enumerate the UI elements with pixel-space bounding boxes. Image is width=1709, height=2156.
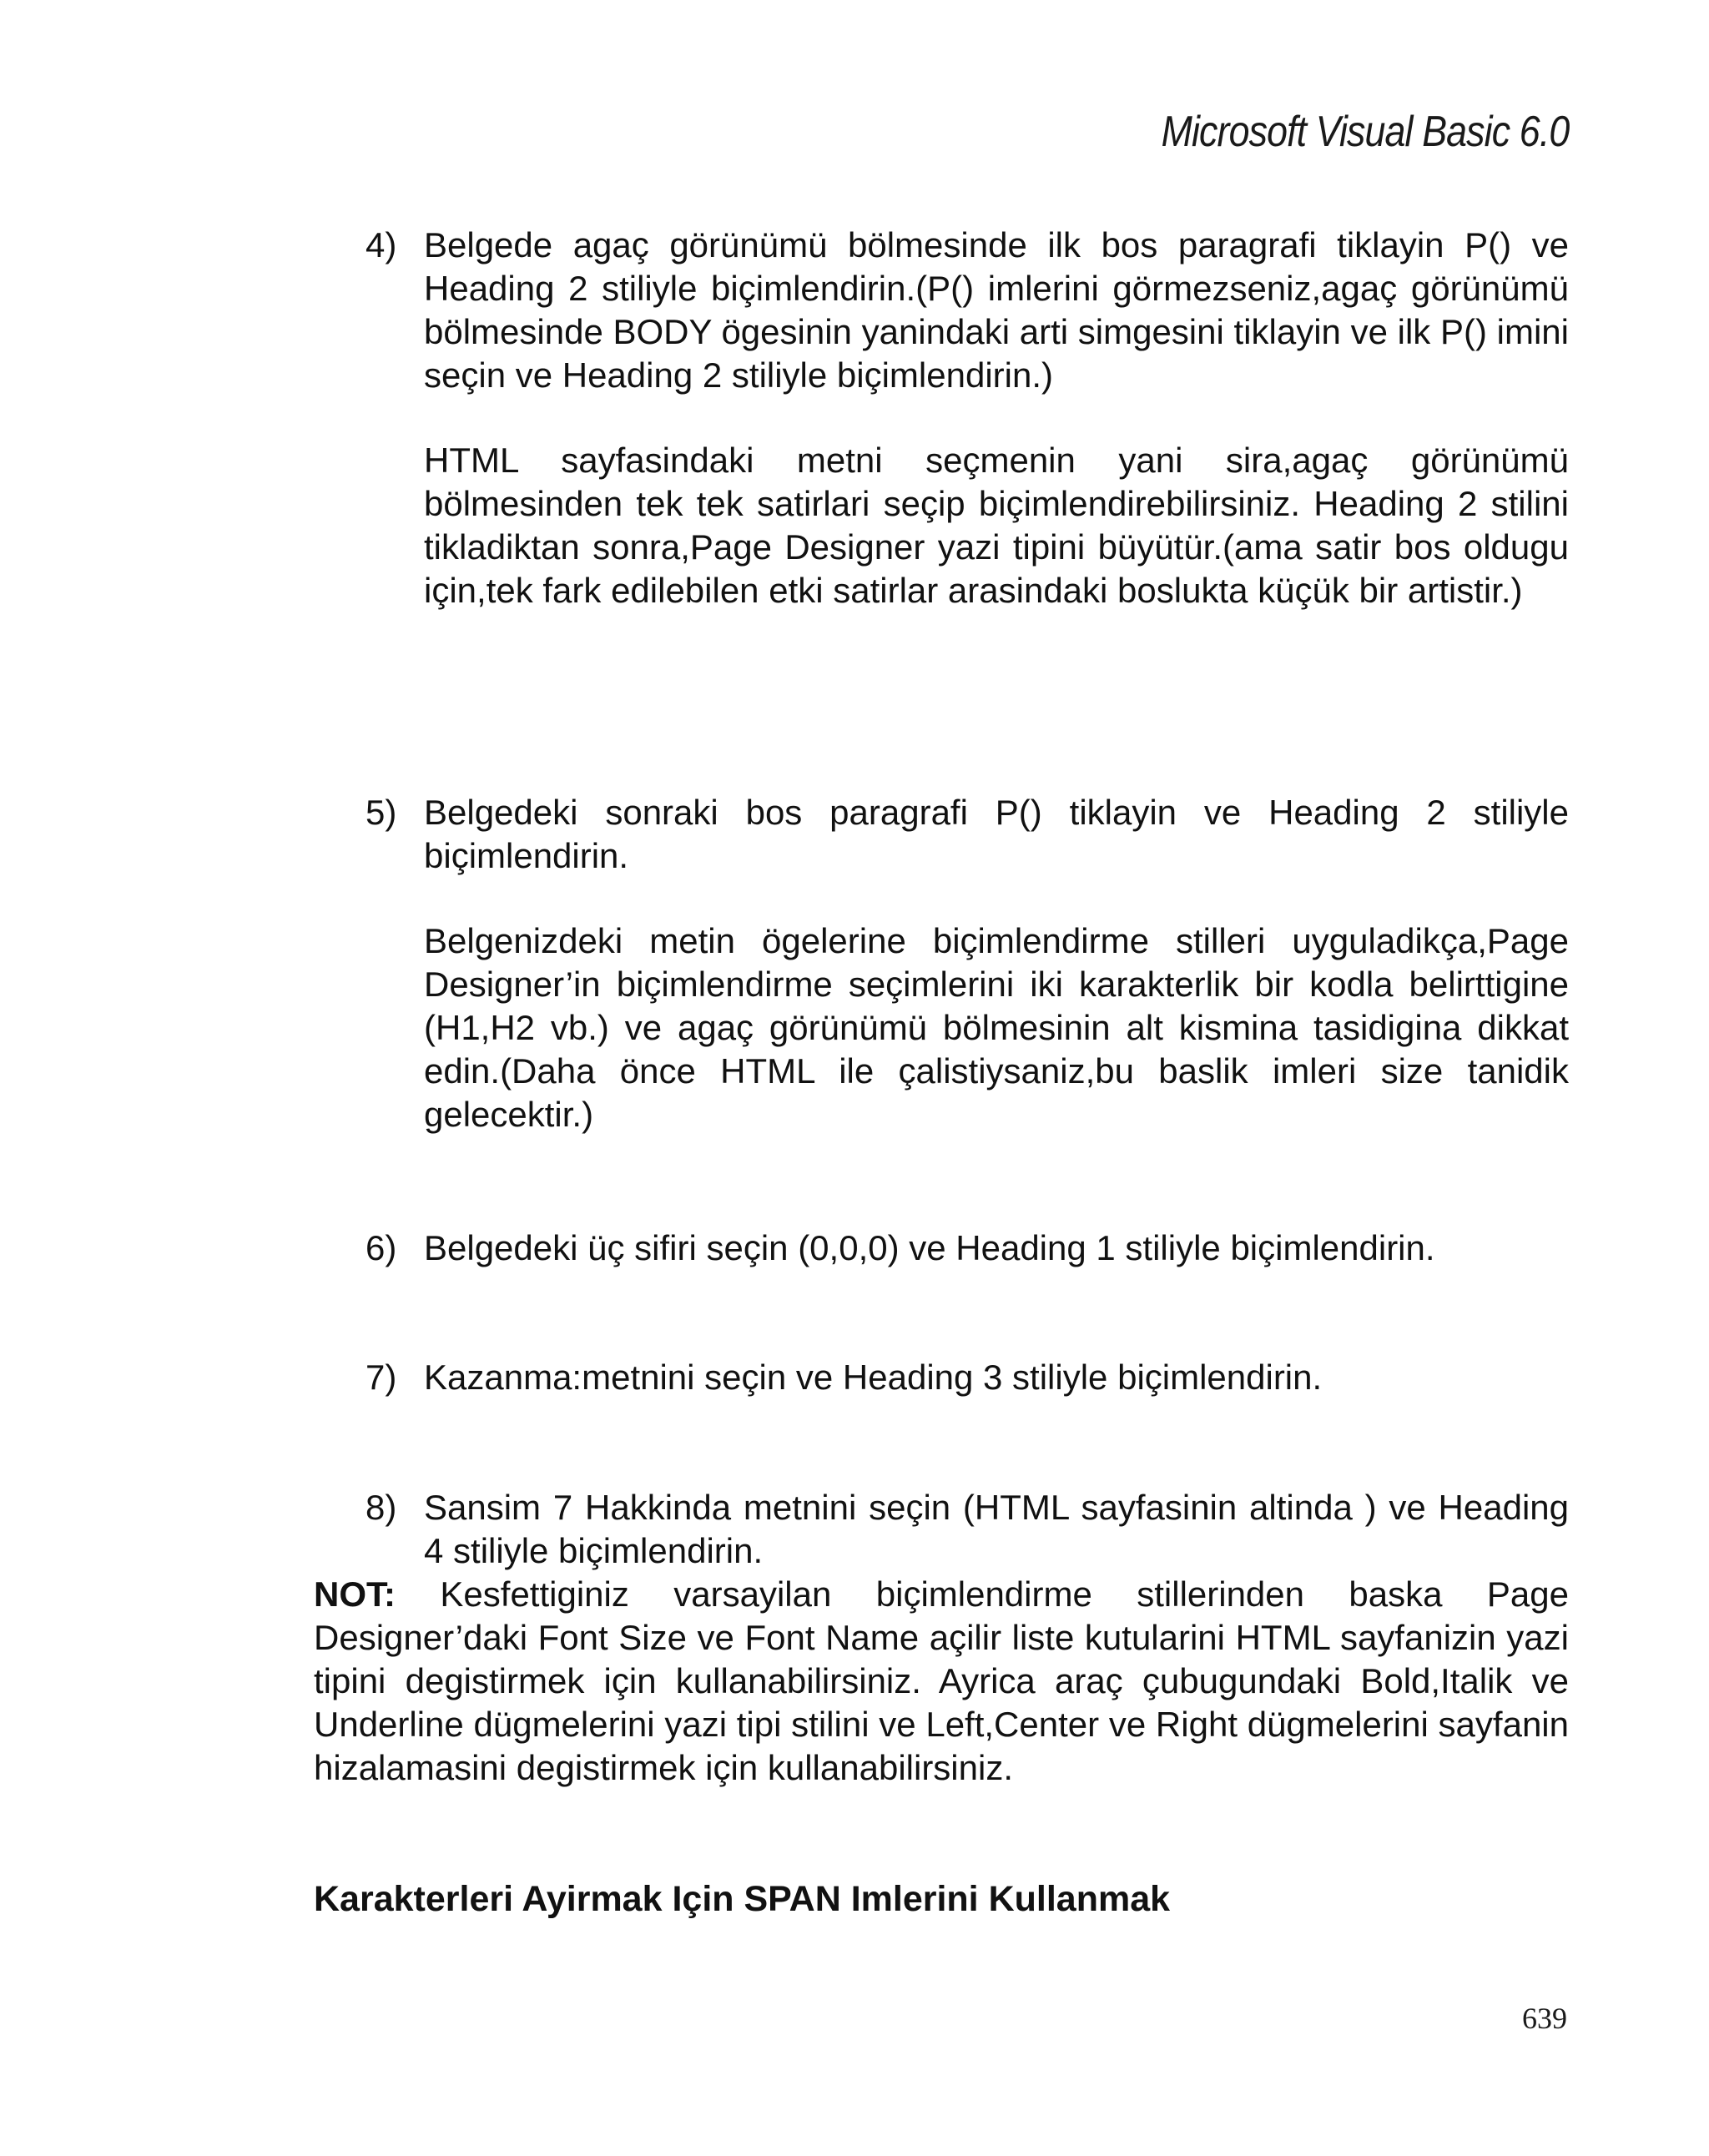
step-number: 8) (365, 1488, 397, 1527)
step-number: 5) (365, 793, 397, 832)
step-number: 6) (365, 1228, 397, 1267)
step-number: 4) (365, 225, 397, 264)
step-7 (365, 1356, 1569, 1399)
step-explanation: Belgenizdeki metin ögelerine biçimlendirme stilleri uyguladikça,Page Designer’in biçimlendirme seçimlerini iki karakterlik bir kodla belirttigine (H1,H2 vb.) ve agaç görünümü bölmesinin alt kismina tasidigina dikkat edin.(Daha önce HTML ile çalistiysaniz,bu baslik imleri size tanidik gelecektir.) (424, 921, 1569, 1134)
step-number: 7) (365, 1358, 397, 1397)
note-label: NOT: (314, 1574, 396, 1614)
step-text: Belgedeki sonraki bos paragrafi P() tiklayin ve Heading 2 stiliyle biçimlendirin. (424, 793, 1569, 875)
step-text: Kazanma:metnini seçin ve Heading 3 stiliyle biçimlendirin. (424, 1358, 1323, 1397)
step-8 (365, 1486, 1569, 1573)
running-header: Microsoft Visual Basic 6.0 (1161, 108, 1569, 156)
note-text: Kesfettiginiz varsayilan biçimlendirme stillerinden baska Page Designer’daki Font Size ve Font Name açilir liste kutularini HTML sayfanizin yazi tipini degistirmek için kullanabilirsiniz. Ayrica araç çubugundaki Bold,Italik ve Underline dügmelerini yazi tipi stilini ve Left,Center ve Right dügmelerini sayfanin hizalamasini degistirmek için kullanabilirsiniz. (314, 1574, 1569, 1787)
step-5 (365, 791, 1569, 1136)
step-4 (365, 224, 1569, 612)
step-explanation: HTML sayfasindaki metni seçmenin yani sira,agaç görünümü bölmesinden tek tek satirlari seçip biçimlendirebilirsiniz. Heading 2 stilini tikladiktan sonra,Page Designer yazi tipini büyütür.(ama satir bos oldugu için,tek fark edilebilen etki satirlar arasindaki boslukta küçük bir artistir.) (424, 441, 1569, 610)
step-6 (365, 1227, 1569, 1270)
step-text: Belgedeki üç sifiri seçin (0,0,0) ve Heading 1 stiliyle biçimlendirin. (424, 1228, 1435, 1267)
page-number: 639 (1522, 2002, 1567, 2035)
note-paragraph (314, 1573, 1569, 1790)
step-text: Belgede agaç görünümü bölmesinde ilk bos paragrafi tiklayin P() ve Heading 2 stiliyle biçimlendirin.(P() imlerini görmezseniz,agaç görünümü bölmesinde BODY ögesinin yanindaki arti simgesini tiklayin ve ilk P() imini seçin ve Heading 2 stiliyle biçimlendirin.) (424, 225, 1569, 395)
section-heading: Karakterleri Ayirmak Için SPAN Imlerini Kullanmak (314, 1879, 1171, 1919)
step-text: Sansim 7 Hakkinda metnini seçin (HTML sayfasinin altinda ) ve Heading 4 stiliyle biçimlendirin. (424, 1488, 1569, 1570)
